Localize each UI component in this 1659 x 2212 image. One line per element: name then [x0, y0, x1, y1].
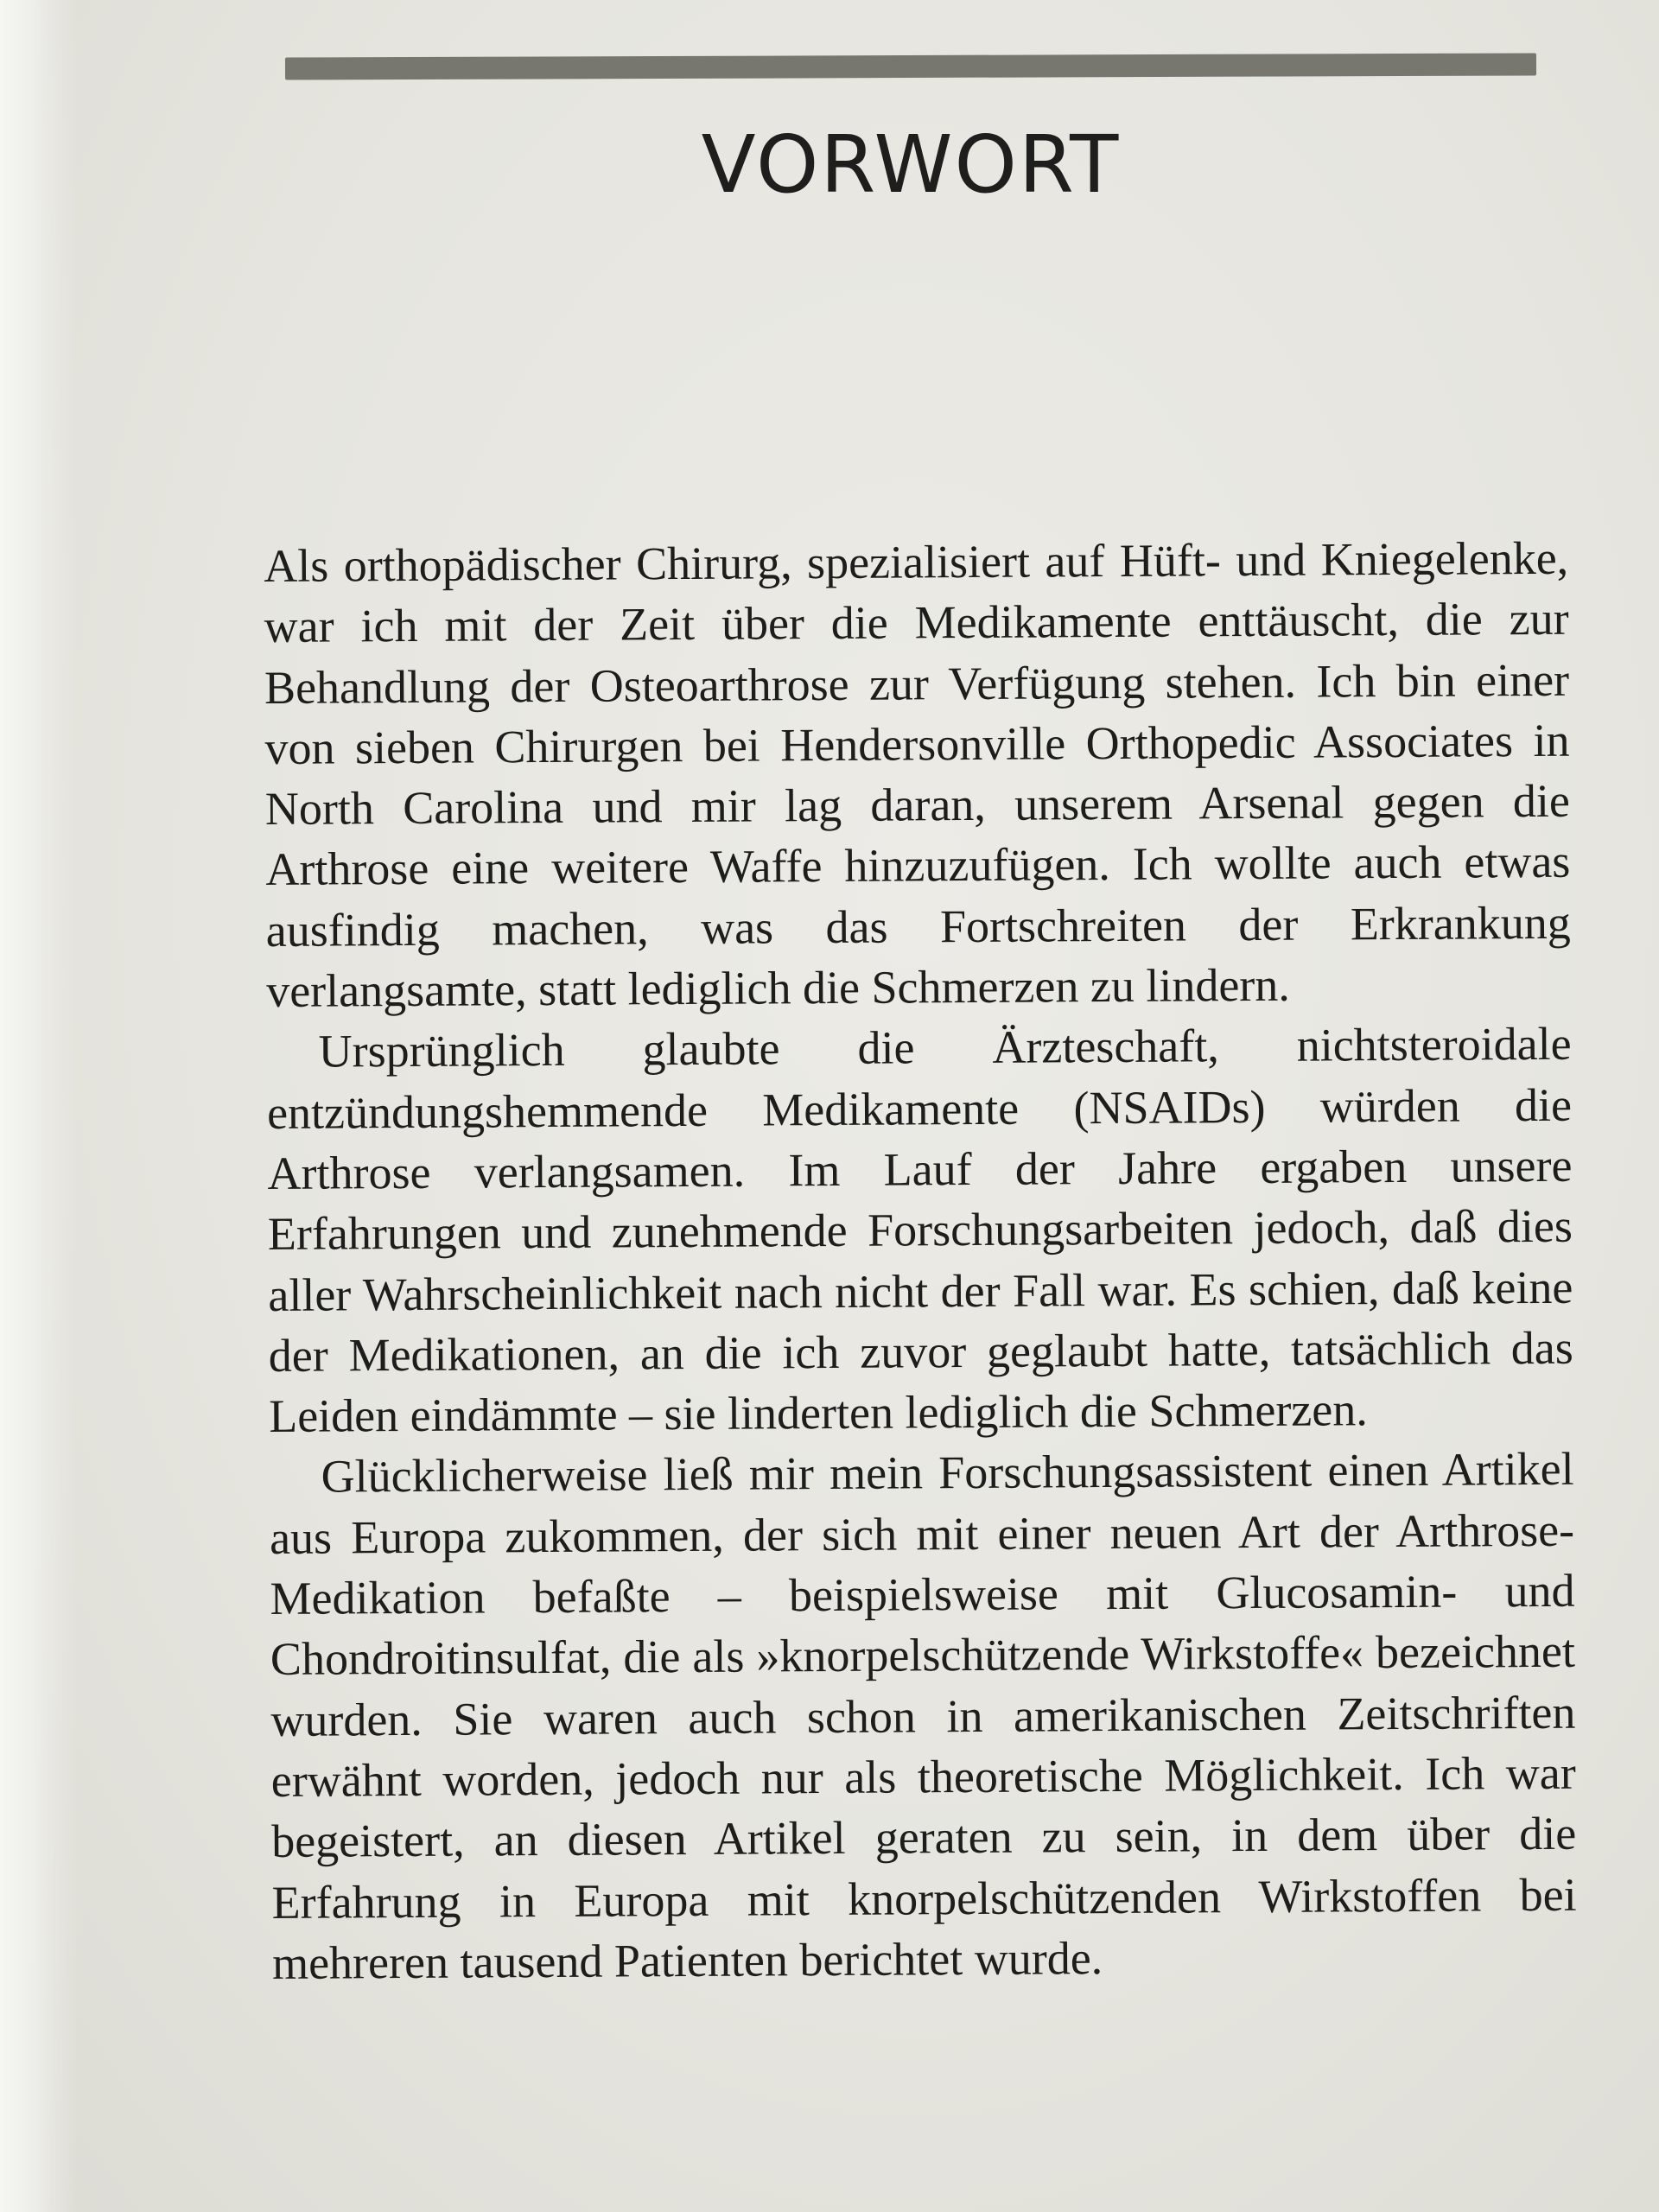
- paragraph-2: Ursprünglich glaubte die Ärzteschaft, nichtsteroidale entzündungshemmende Medikamente (NSAIDs) würden die Arthrose verlangsamen. Im Lauf der Jahre ergaben unsere Erfahrungen und zunehmende Forschungsarbeiten jedoch, daß dies aller Wahrscheinlichkeit nach nicht der Fall war. Es schien, daß keine der Medikationen, an die ich zuvor geglaubt hatte, tatsächlich das Leiden eindämmte – sie linderten lediglich die Schmerzen.: [266, 1018, 1573, 1443]
- body-text: [264, 528, 1577, 1993]
- page-gutter: [0, 0, 78, 2212]
- chapter-rule: [285, 53, 1536, 79]
- chapter-title: VORWORT: [701, 118, 1121, 211]
- paragraph-1: Als orthopädischer Chirurg, spezialisiert auf Hüft- und Kniegelenke, war ich mit der Zeit über die Medikamente enttäuscht, die zur Behandlung der Osteoarthrose zur Verfügung stehen. Ich bin einer von sieben Chirurgen bei Hendersonville Orthopedic Associates in North Carolina und mir lag daran, unserem Arsenal gegen die Arthrose eine weitere Waffe hinzuzufügen. Ich wollte auch etwas ausfindig machen, was das Fortschreiten der Erkrankung verlangsamte, statt lediglich die Schmerzen zu lindern.: [264, 531, 1571, 1018]
- paragraph-3: Glücklicherweise ließ mir mein Forschungsassistent einen Artikel aus Europa zukommen, der sich mit einer neuen Art der Arthrose-Medikation befaßte – beispielsweise mit Glucosamin- und Chondroitinsulfat, die als »knorpelschützende Wirkstoffe« bezeichnet wurden. Sie waren auch schon in amerikanischen Zeitschriften erwähnt worden, jedoch nur als theoretische Möglichkeit. Ich war begeistert, an diesen Artikel geraten zu sein, in dem über die Erfahrung in Europa mit knorpelschützenden Wirkstoffen bei mehreren tausend Patienten berichtet wurde.: [269, 1443, 1577, 1989]
